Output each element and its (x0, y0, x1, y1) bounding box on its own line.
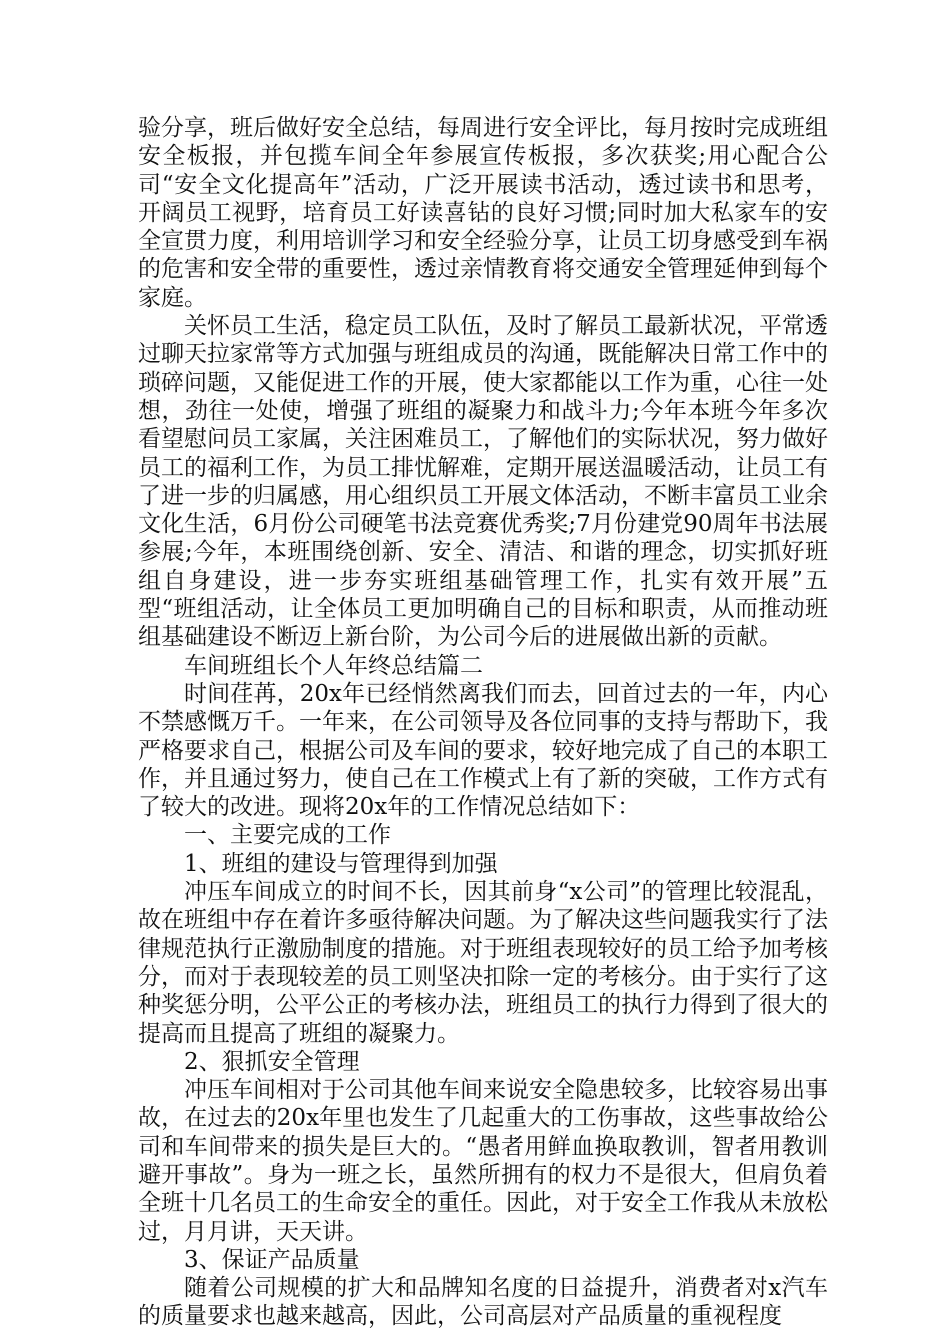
heading-main-work: 一、主要完成的工作 (184, 822, 391, 849)
heading-product-quality: 3、保证产品质量 (184, 1246, 360, 1273)
heading-team-building: 1、班组的建设与管理得到加强 (184, 850, 498, 877)
paragraph-employee-care: 关怀员工生活，稳定员工队伍，及时了解员工最新状况，平常透过聊天拉家常等方式加强与班组成员的沟通，既能解决日常工作中的琐碎问题，又能促进工作的开展，使大家都能以工作为重，心往一处想，劲往一处使，增强了班组的凝聚力和战斗力;今年本班今年多次看望慰问员工家属，关注困难员工，了解他们的实际状况，努力做好员工的福利工作，为员工排忧解难，定期开展送温暖活动，让员工有了进一步的归属感，用心组织员工开展文体活动，不断丰富员工业余文化生活，6月份公司硬笔书法竞赛优秀奖;7月份建党90周年书法展参展;今年，本班围绕创新、安全、清洁、和谐的理念，切实抓好班组自身建设，进一步夯实班组基础管理工作，扎实有效开展”五型“班组活动，让全体员工更加明确自己的目标和职责，从而推动班组基础建设不断迈上新台阶，为公司今后的进展做出新的贡献。 (138, 313, 828, 651)
paragraph-safety-management: 冲压车间相对于公司其他车间来说安全隐患较多，比较容易出事故，在过去的20x年里也发生了几起重大的工伤事故，这些事故给公司和车间带来的损失是巨大的。“愚者用鲜血换取教训，智者用教训避开事故”。身为一班之长，虽然所拥有的权力不是很大，但肩负着全班十几名员工的生命安全的重任。因此，对于安全工作我从未放松过，月月讲，天天讲。 (138, 1077, 828, 1245)
heading-safety-management: 2、狠抓安全管理 (184, 1048, 360, 1075)
paragraph-introduction: 时间荏苒，20x年已经悄然离我们而去，回首过去的一年，内心不禁感慨万千。一年来，在公司领导及各位同事的支持与帮助下，我严格要求自己，根据公司及车间的要求，较好地完成了自己的本职工作，并且通过努力，使自己在工作模式上有了新的突破，工作方式有了较大的改进。现将20x年的工作情况总结如下： (138, 680, 828, 821)
document-body (138, 114, 828, 1331)
paragraph-continuation: 验分享，班后做好安全总结，每周进行安全评比，每月按时完成班组安全板报，并包揽车间全年参展宣传板报，多次获奖;用心配合公司“安全文化提高年”活动，广泛开展读书活动，透过读书和思考，开阔员工视野，培育员工好读喜钻的良好习惯;同时加大私家车的安全宣贯力度，利用培训学习和安全经验分享，让员工切身感受到车祸的危害和安全带的重要性，透过亲情教育将交通安全管理延伸到每个家庭。 (138, 115, 828, 311)
paragraph-product-quality: 随着公司规模的扩大和品牌知名度的日益提升，消费者对x汽车的质量要求也越来越高，因此，公司高层对产品质量的重视程度 (138, 1275, 828, 1330)
paragraph-team-building: 冲压车间成立的时间不长，因其前身“x公司”的管理比较混乱，故在班组中存在着许多亟待解决问题。为了解决这些问题我实行了法律规范执行正激励制度的措施。对于班组表现较好的员工给予加考核分，而对于表现较差的员工则坚决扣除一定的考核分。由于实行了这种奖惩分明，公平公正的考核办法，班组员工的执行力得到了很大的提高而且提高了班组的凝聚力。 (138, 879, 828, 1047)
section-title-part-two: 车间班组长个人年终总结篇二 (184, 652, 483, 679)
